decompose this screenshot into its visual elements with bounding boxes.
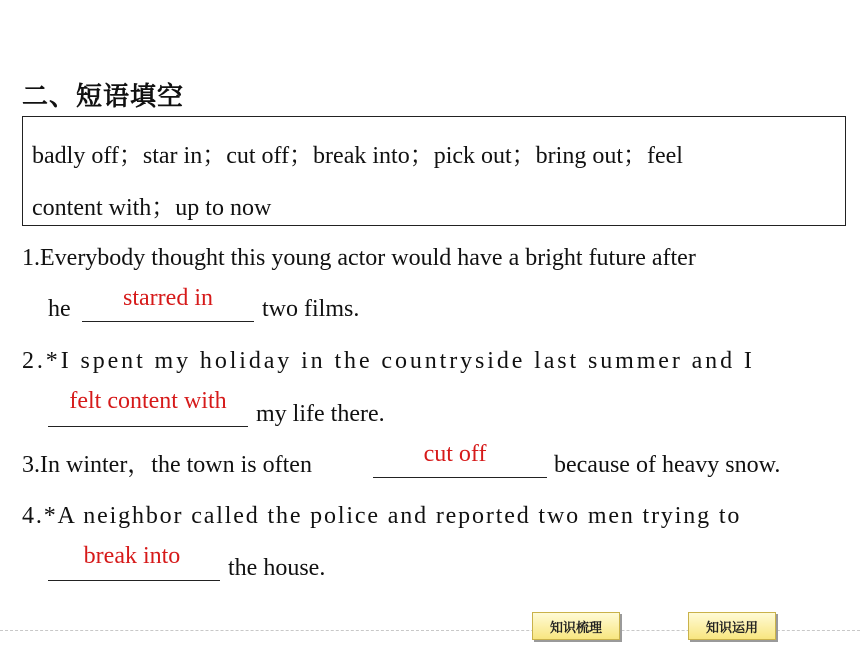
question-4-post: the house. [228,555,326,581]
question-4-answer: break into [83,543,181,569]
question-2-post: my life there. [256,401,385,427]
question-1-answer: starred in [123,285,213,311]
question-2-line-1: 2.*I spent my holiday in the countryside last summer and I [22,348,755,374]
question-3-answer: cut off [423,441,487,467]
question-4-line-1: 4.*A neighbor called the police and reported two men trying to [22,503,742,529]
question-2-answer: felt content with [69,388,227,414]
question-3-pre: 3.In winter，the town is often [22,452,312,478]
section-heading: 二、短语填空 [22,82,185,112]
phrase-box [22,116,846,226]
question-3-post: because of heavy snow. [554,452,781,478]
question-1-line-1: 1.Everybody thought this young actor would have a bright future after [22,245,696,271]
knowledge-review-button[interactable]: 知识梳理 [532,612,620,640]
question-1-pre: he [48,296,71,322]
knowledge-application-button[interactable]: 知识运用 [688,612,776,640]
phrase-box-line-2: content with；up to now [32,195,272,221]
question-1-post: two films. [262,296,360,322]
phrase-box-line-1: badly off；star in；cut off；break into；pick out；bring out；feel [32,143,683,169]
